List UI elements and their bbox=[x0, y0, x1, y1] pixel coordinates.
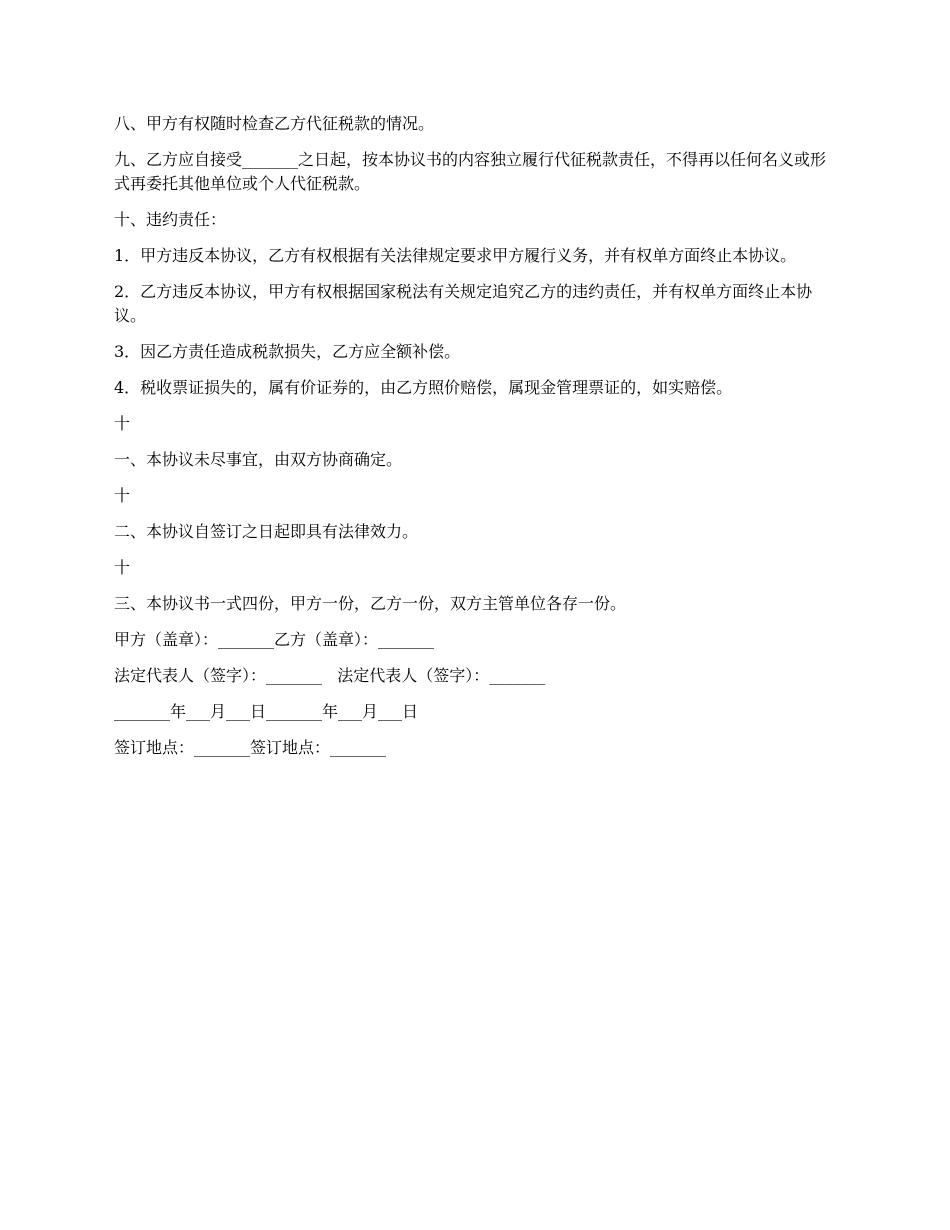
document-body bbox=[114, 112, 834, 772]
clause-11-prefix: 十 bbox=[114, 414, 131, 433]
clause-13: 三、本协议书一式四份，甲方一份，乙方一份，双方主管单位各存一份。 bbox=[114, 594, 627, 613]
clause-12: 二、本协议自签订之日起即具有法律效力。 bbox=[114, 522, 419, 541]
signature-seal-line: 甲方（盖章）：_______乙方（盖章）：_______ bbox=[114, 630, 435, 649]
signature-place-line: 签订地点：_______签订地点：_______ bbox=[114, 738, 387, 757]
clause-10-item-1: 1．甲方违反本协议，乙方有权根据有关法律规定要求甲方履行义务，并有权单方面终止本协议。 bbox=[114, 246, 797, 265]
signature-representative-line: 法定代表人（签字）：_______ 法定代表人（签字）：_______ bbox=[114, 666, 546, 685]
clause-10-item-3: 3．因乙方责任造成税款损失，乙方应全额补偿。 bbox=[114, 342, 461, 361]
clause-10-heading: 十、违约责任： bbox=[114, 210, 227, 229]
clause-12-prefix: 十 bbox=[114, 486, 131, 505]
clause-8: 八、甲方有权随时检查乙方代征税款的情况。 bbox=[114, 114, 435, 133]
clause-10-item-4: 4．税收票证损失的，属有价证券的，由乙方照价赔偿，属现金管理票证的，如实赔偿。 bbox=[114, 378, 733, 397]
clause-9: 九、乙方应自接受_______之日起，按本协议书的内容独立履行代征税款责任，不得再以任何名义或形式再委托其他单位或个人代征税款。 bbox=[114, 150, 827, 193]
clause-11: 一、本协议未尽事宜，由双方协商确定。 bbox=[114, 450, 403, 469]
clause-10-item-2: 2．乙方违反本协议，甲方有权根据国家税法有关规定追究乙方的违约责任，并有权单方面终止本协议。 bbox=[114, 282, 813, 325]
clause-13-prefix: 十 bbox=[114, 558, 131, 577]
signature-date-line: _______年___月___日_______年___月___日 bbox=[114, 702, 419, 721]
